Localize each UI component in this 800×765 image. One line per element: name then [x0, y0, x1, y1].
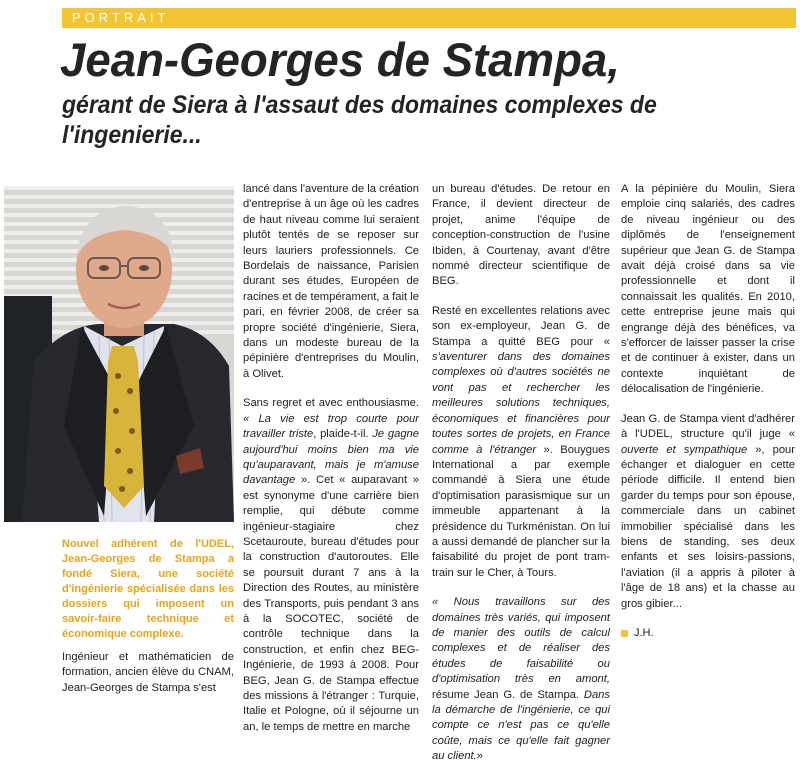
- signature-initials: J.H.: [634, 626, 654, 639]
- article-subtitle: gérant de Siera à l'assaut des domaines complexes de l'ingenierie...: [62, 91, 657, 149]
- column-3-paragraph-2: Resté en excellentes relations avec son ex-employeur, Jean G. de Stampa a quitté BEG pour « s'aventurer dans des domaines complexes où d'autres sociétés ne vont pas et rechercher les meilleures solutions techniques, économiques et financières pour toutes sortes de projets, en France comme à l'étranger ». Bouygues International a par exemple commandé à Siera une étude d'optimisation parasismique sur un immeuble appartenant à la présidence du Turkménistan. On lui a aussi demandé de plancher sur la faisabilité du projet de pont tram-train sur le Cher, à Tours.: [432, 304, 610, 579]
- author-signature: [621, 626, 795, 641]
- column-3-paragraph-3: « Nous travaillons sur des domaines très variés, qui imposent de manier des outils de calcul complexes et de réaliser des études de faisabilité ou d'optimisation très en amont, résume Jean G. de Stampa. Dans la démarche de l'ingénierie, ce qui compte ce n'est pas ce qu'elle coûte, mais ce qu'elle fait gagner au client.»: [432, 596, 610, 763]
- article-title: Jean-Georges de Stampa,: [60, 33, 620, 86]
- signature-square-icon: [621, 630, 628, 637]
- column-1-paragraph: Ingénieur et mathématicien de formation, ancien élève du CNAM, Jean-Georges de Stampa s'est: [62, 651, 234, 694]
- article-column-4: [621, 182, 795, 641]
- column-4-paragraph-1: A la pépinière du Moulin, Siera emploie cinq salariés, des cadres de niveau ingénieur ou des diplômés de l'enseignement supérieur que Jean G. de Stampa avait déjà croisé dans sa vie professionnelle et dont il connaissait les qualités. En 2010, cette entreprise jeune mais qui engrange déjà des bénéfices, va s'efforcer de laisser passer la crise et de continuer à exister, dans un contexte inquiétant de délocalisation de l'ingénierie.: [621, 183, 795, 396]
- column-2-paragraph-1: lancé dans l'aventure de la création d'entreprise à un âge où les cadres de haut niveau comme lui seraient plutôt tentés de se reposer sur leurs lauriers professionnels. Ce Bordelais de naissance, Parisien durant ses études, Européen de racines et de tempérament, a fait le pari, en février 2008, de créer sa propre société d'ingénierie, Siera, dans un modeste bureau de la pépinière d'entreprises du Moulin, à Olivet.: [243, 183, 419, 380]
- portrait-photo: [4, 186, 234, 522]
- photo-caption: Nouvel adhérent de l'UDEL, Jean-Georges de Stampa a fondé Siera, une société d'ingénierie spécialisée dans les dossiers qui imposent un savoir-faire technique et économique complexe.: [62, 538, 234, 640]
- article-column-1: [62, 650, 234, 696]
- article-column-2: [243, 182, 419, 735]
- article-column-3: [432, 182, 610, 765]
- column-4-paragraph-2: Jean G. de Stampa vient d'adhérer à l'UDEL, structure qu'il juge « ouverte et sympathique », pour échanger et dialoguer en cette période difficile. Il entend bien garder du temps pour son épouse, commerciale dans un cabinet immobilier spécialisé dans les biens de standing, ses deux enfants et ses loisirs-passions, l'aviation (il a appris à piloter à l'âge de 18 ans) et la chasse au gros gibier...: [621, 412, 795, 610]
- rubric-label: PORTRAIT: [72, 10, 170, 25]
- rubric-bar: [62, 8, 796, 28]
- column-3-paragraph-1: un bureau d'études. De retour en France, il devient directeur de projet, anime l'équipe de conception-construction de l'usine Ibiden, à Courtenay, avant d'être nommé directeur scientifique de BEG.: [432, 183, 610, 288]
- column-2-paragraph-2: Sans regret et avec enthousiasme. « La vie est trop courte pour travailler triste, plaide-t-il. Je gagne aujourd'hui moins bien ma vie qu'auparavant, mais je m'amuse davantage ». Cet « auparavant » est synonyme d'une carrière bien remplie, qui débute comme ingénieur-stagiaire chez Scetauroute, bureau d'études pour la construction d'autoroutes. Elle se poursuit durant 7 ans à la Direction des Routes, au ministère des Transports, puis pendant 3 ans à la SOCOTEC, société de contrôle technique dans la construction, et enfin chez BEG-Ingénierie, de 1993 à 2008. Pour BEG, Jean G. de Stampa effectue des missions à l'étranger : Turquie, Italie et Pologne, où il séjourne un an, le temps de mettre en marche: [243, 397, 419, 733]
